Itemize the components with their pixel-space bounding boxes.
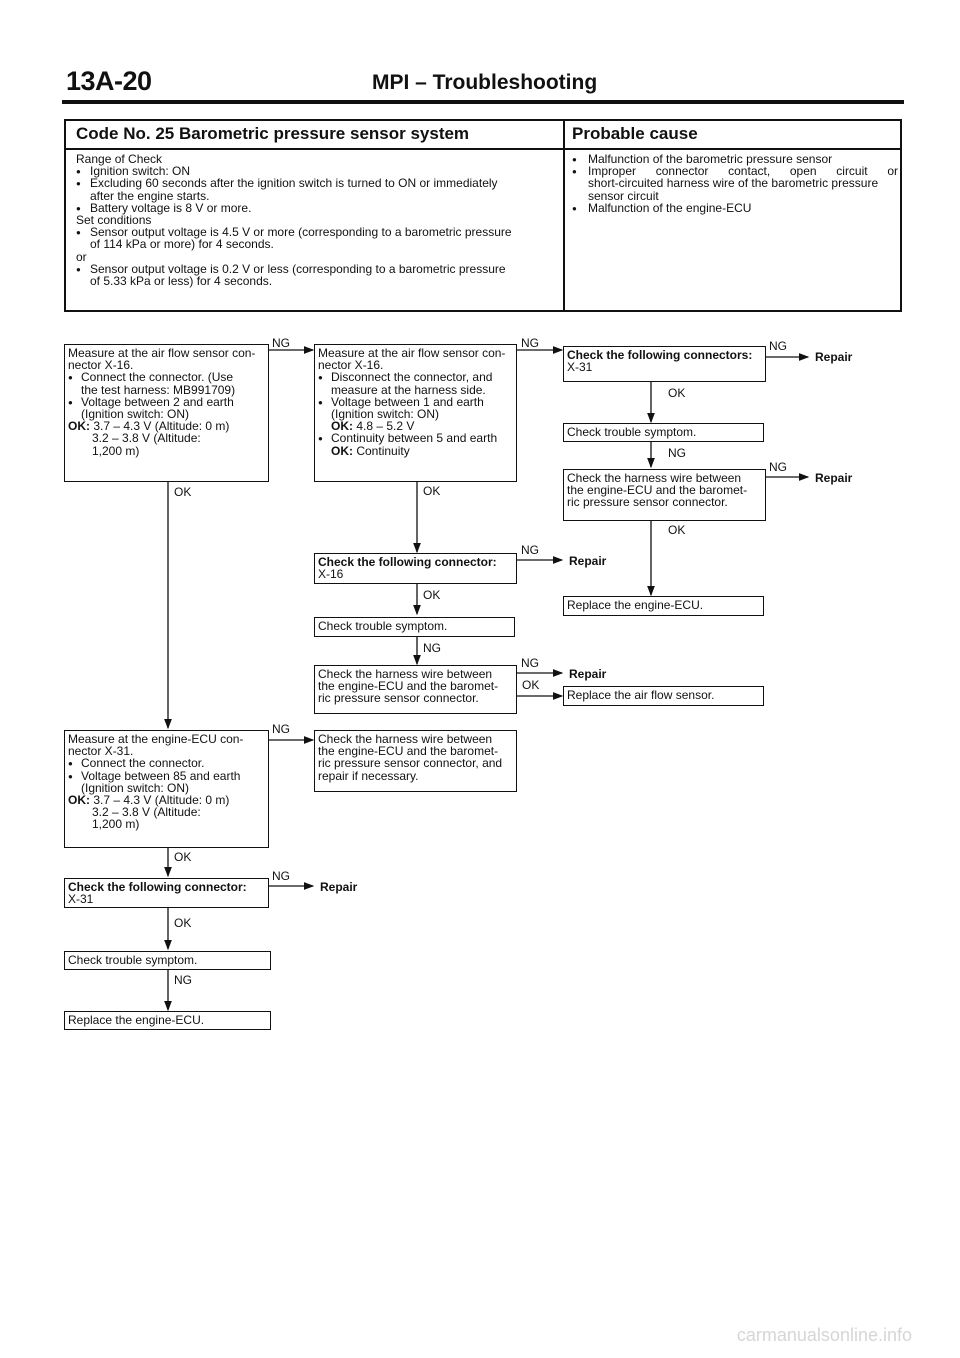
list-item: ● Sensor output voltage is 0.2 V or less (corresponding to a barometric pressure bbox=[76, 263, 558, 275]
repair-label: Repair bbox=[815, 350, 853, 364]
replace-air-flow-sensor bbox=[563, 686, 764, 706]
list-item: ● Ignition switch: ON bbox=[76, 165, 558, 177]
ng-label: NG bbox=[521, 336, 539, 350]
ok-label: OK bbox=[174, 850, 192, 864]
box-line: 3.7 – 4.3 V (Altitude: 0 m) bbox=[93, 793, 230, 808]
box-line: nector X-16. bbox=[318, 358, 384, 373]
ok-label: OK: bbox=[331, 419, 353, 434]
replace-engine-ecu bbox=[64, 1011, 271, 1030]
check-harness-wire bbox=[314, 665, 517, 714]
box-line: Continuity bbox=[356, 443, 410, 458]
check-harness-wire bbox=[563, 469, 766, 521]
repair-label: Repair bbox=[320, 880, 358, 894]
check-trouble-symptom bbox=[64, 951, 271, 970]
box-line: Measure at the air flow sensor con- bbox=[68, 346, 256, 360]
check-connector-x16 bbox=[314, 553, 517, 584]
ok-label: OK: bbox=[331, 443, 353, 458]
box-line: Check the following connector: bbox=[68, 880, 247, 894]
ng-label: NG bbox=[769, 339, 787, 353]
code-title: Code No. 25 Barometric pressure sensor system bbox=[76, 124, 470, 143]
box-line: ● Voltage between 2 and earth bbox=[68, 396, 265, 408]
ng-label: NG bbox=[174, 973, 192, 987]
ng-label: NG bbox=[769, 460, 787, 474]
box-line: (Ignition switch: ON) bbox=[81, 780, 190, 795]
box-line: Check the harness wire between bbox=[567, 471, 742, 485]
box-line: X-31 bbox=[567, 360, 593, 375]
check-connector-x31 bbox=[563, 346, 766, 382]
ok-label: OK: bbox=[68, 419, 90, 434]
list-item: ● Battery voltage is 8 V or more. bbox=[76, 202, 558, 214]
ok-label: OK bbox=[522, 678, 540, 692]
box-line: 3.2 – 3.8 V (Altitude: bbox=[92, 805, 201, 820]
box-line: Check the following connectors: bbox=[567, 348, 753, 362]
ok-label: OK bbox=[174, 916, 192, 930]
list-item-cont: of 5.33 kPa or less) for 4 seconds. bbox=[90, 274, 273, 289]
box-line: 3.7 – 4.3 V (Altitude: 0 m) bbox=[93, 419, 230, 434]
box-line: Measure at the air flow sensor con- bbox=[318, 346, 506, 360]
ng-label: NG bbox=[272, 336, 290, 350]
watermark: carmanualsonline.info bbox=[736, 1325, 912, 1345]
ok-label: OK bbox=[668, 386, 686, 400]
repair-label: Repair bbox=[815, 471, 853, 485]
list-item: ● Excluding 60 seconds after the ignition switch is turned to ON or immediately bbox=[76, 177, 558, 189]
repair-label: Repair bbox=[569, 667, 607, 681]
box-line: 3.2 – 3.8 V (Altitude: bbox=[92, 431, 201, 446]
range-heading: Range of Check bbox=[76, 152, 163, 166]
box-line: (Ignition switch: ON) bbox=[331, 407, 440, 422]
check-trouble-symptom bbox=[563, 423, 764, 442]
ok-label: OK bbox=[423, 484, 441, 498]
box-line: Replace the engine-ECU. bbox=[68, 1013, 205, 1027]
cause-item: ● Malfunction of the engine-ECU bbox=[572, 202, 898, 214]
ok-label: OK bbox=[174, 485, 192, 499]
box-line: the engine-ECU and the baromet- bbox=[318, 679, 499, 694]
box-line: Replace the engine-ECU. bbox=[567, 598, 704, 612]
box-line: ● Voltage between 85 and earth bbox=[68, 770, 265, 782]
measure-airflow-sensor-connected bbox=[64, 344, 269, 482]
box-line: 1,200 m) bbox=[92, 443, 140, 458]
section-title: MPI – Troubleshooting bbox=[372, 71, 598, 94]
box-line: Check the following connector: bbox=[318, 555, 497, 569]
box-line: the engine-ECU and the baromet- bbox=[567, 483, 748, 498]
replace-engine-ecu bbox=[563, 596, 764, 616]
box-line: ric pressure sensor connector. bbox=[567, 495, 728, 510]
box-line: (Ignition switch: ON) bbox=[81, 407, 190, 422]
ng-label: NG bbox=[272, 869, 290, 883]
measure-engine-ecu-connector bbox=[64, 730, 269, 848]
box-line: nector X-31. bbox=[68, 744, 134, 759]
set-heading: Set conditions bbox=[76, 213, 152, 228]
box-line: ● Connect the connector. bbox=[68, 757, 265, 769]
box-line: ric pressure sensor connector. bbox=[318, 691, 479, 706]
box-line: measure at the harness side. bbox=[331, 382, 486, 397]
box-line: 4.8 – 5.2 V bbox=[356, 419, 415, 434]
box-line: ric pressure sensor connector, and bbox=[318, 756, 503, 771]
ng-label: NG bbox=[423, 641, 441, 655]
cause-item: ● Malfunction of the barometric pressure sensor bbox=[572, 153, 898, 165]
check-harness-wire-and-repair bbox=[314, 730, 517, 792]
box-line: Check the harness wire between bbox=[318, 732, 493, 746]
box-line: nector X-16. bbox=[68, 358, 134, 373]
check-connector-x31 bbox=[64, 878, 269, 908]
probable-cause-title: Probable cause bbox=[572, 124, 698, 143]
ok-label: OK bbox=[668, 523, 686, 537]
measure-airflow-sensor-disconnected bbox=[314, 344, 517, 482]
box-line: X-31 bbox=[68, 892, 94, 907]
ng-label: NG bbox=[521, 543, 539, 557]
or-label: or bbox=[76, 249, 87, 264]
box-line: X-16 bbox=[318, 567, 344, 582]
box-line: the test harness: MB991709) bbox=[81, 382, 236, 397]
cause-item: ● Improper connector contact, open circuit or bbox=[572, 165, 898, 177]
list-item: ● Sensor output voltage is 4.5 V or more (corresponding to a barometric pressure bbox=[76, 226, 558, 238]
box-line: Replace the air flow sensor. bbox=[567, 688, 715, 702]
box-line: Check the harness wire between bbox=[318, 667, 493, 681]
cause-item-cont: short-circuited harness wire of the barometric pressure bbox=[588, 176, 879, 191]
box-line: ● Voltage between 1 and earth bbox=[318, 396, 513, 408]
box-line: Measure at the engine-ECU con- bbox=[68, 732, 244, 746]
box-line: 1,200 m) bbox=[92, 817, 140, 832]
ng-label: NG bbox=[521, 656, 539, 670]
ng-label: NG bbox=[668, 446, 686, 460]
page-number: 13A-20 bbox=[66, 66, 152, 96]
ng-label: NG bbox=[272, 722, 290, 736]
ok-label: OK: bbox=[68, 793, 90, 808]
box-line: repair if necessary. bbox=[318, 768, 419, 783]
check-trouble-symptom bbox=[314, 617, 515, 637]
box-line: ● Disconnect the connector, and bbox=[318, 371, 513, 383]
cause-item-cont: sensor circuit bbox=[588, 188, 659, 203]
list-item-cont: of 114 kPa or more) for 4 seconds. bbox=[90, 237, 274, 252]
box-line: the engine-ECU and the baromet- bbox=[318, 744, 499, 759]
box-line: Check trouble symptom. bbox=[68, 953, 198, 967]
box-line: Check trouble symptom. bbox=[567, 425, 697, 439]
box-line: Check trouble symptom. bbox=[318, 619, 448, 633]
ok-label: OK bbox=[423, 588, 441, 602]
box-line: ● Continuity between 5 and earth bbox=[318, 432, 513, 444]
repair-label: Repair bbox=[569, 554, 607, 568]
box-line: ● Connect the connector. (Use bbox=[68, 371, 265, 383]
ok-criteria bbox=[318, 445, 513, 457]
list-item-cont: after the engine starts. bbox=[90, 188, 210, 203]
